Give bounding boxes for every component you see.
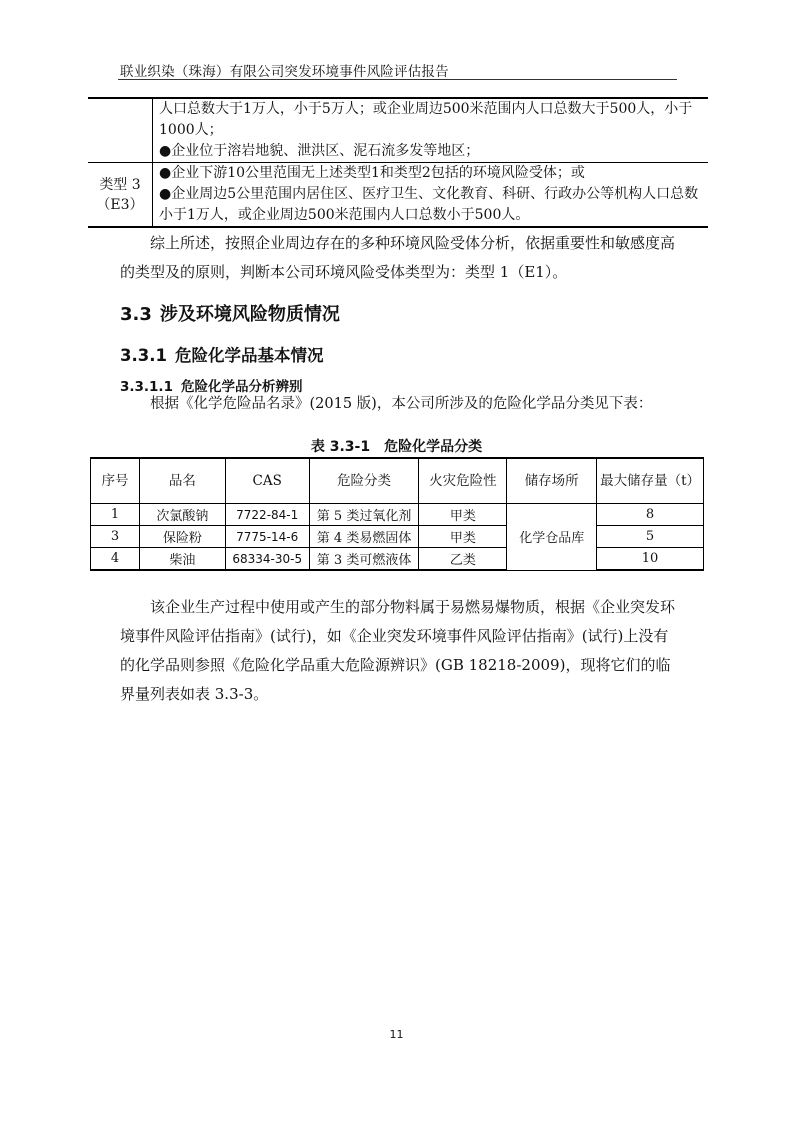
continuation-table — [88, 97, 708, 228]
table-row — [91, 548, 704, 571]
cell-qty: 8 — [597, 504, 704, 526]
cell-fire: 乙类 — [419, 548, 507, 571]
page-header: 联业织染（珠海）有限公司突发环境事件风险评估报告 — [120, 64, 449, 80]
description-cell — [153, 163, 709, 228]
type-cell — [88, 98, 153, 163]
cell-name: 次氯酸钠 — [139, 504, 225, 526]
cell-cas: 7775-14-6 — [225, 526, 309, 548]
cell-no: 1 — [91, 504, 140, 526]
table-row — [88, 98, 708, 163]
description-line: 人口总数大于1万人，小于5万人；或企业周边500米范围内人口总数大于500人，小于1000人； — [159, 101, 693, 138]
cell-no: 3 — [91, 526, 140, 548]
cell-fire: 甲类 — [419, 504, 507, 526]
cell-class: 第 4 类易燃固体 — [309, 526, 419, 548]
cell-storage: 化学仓品库 — [507, 504, 597, 571]
description-line: ●企业下游10公里范围无上述类型1和类型2包括的环境风险受体；或 — [159, 165, 585, 181]
section-title: 涉及环境风险物质情况 — [159, 304, 340, 325]
table-row — [91, 526, 704, 548]
cell-cas: 68334-30-5 — [225, 548, 309, 571]
table-caption — [0, 436, 793, 456]
hazardous-chemicals-table — [90, 457, 704, 571]
table-row — [88, 163, 708, 228]
section-heading-3-3-1 — [120, 342, 323, 366]
cell-qty: 10 — [597, 548, 704, 571]
page-number: 11 — [389, 1028, 404, 1041]
column-header: 火灾危险性 — [419, 458, 507, 504]
table-caption-title: 危险化学品分类 — [384, 439, 483, 455]
table-header-row — [91, 458, 704, 504]
column-header: 序号 — [91, 458, 140, 504]
section-heading-3-3 — [120, 300, 340, 326]
cell-qty: 5 — [597, 526, 704, 548]
column-header: 品名 — [139, 458, 225, 504]
column-header: CAS — [225, 458, 309, 504]
header-rule — [118, 79, 677, 80]
cell-cas: 7722-84-1 — [225, 504, 309, 526]
section-number: 3.3.1 — [120, 346, 167, 365]
table-row — [91, 504, 704, 526]
description-cell — [153, 98, 709, 163]
description-line: ●企业位于溶岩地貌、泄洪区、泥石流多发等地区； — [159, 143, 480, 159]
section-number: 3.3.1.1 — [120, 379, 173, 395]
section-title: 危险化学品基本情况 — [174, 346, 324, 365]
cell-name: 柴油 — [139, 548, 225, 571]
column-header: 储存场所 — [507, 458, 597, 504]
cell-class: 第 3 类可燃液体 — [309, 548, 419, 571]
cell-class: 第 5 类过氧化剂 — [309, 504, 419, 526]
section-heading-3-3-1-1 — [120, 375, 302, 395]
summary-paragraph: 综上所述，按照企业周边存在的多种环境风险受体分析，依据重要性和敏感度高的类型及的原则，判断本公司环境风险受体类型为：类型 1（E1）。 — [120, 234, 676, 281]
closing-paragraph: 该企业生产过程中使用或产生的部分物料属于易燃易爆物质，根据《企业突发环境事件风险评估指南》(试行)，如《企业突发环境事件风险评估指南》(试行)上没有的化学品则参照《危险化学品重大危险源辨识》(GB 18218-2009)，现将它们的临界量列表如表 3.3-3。 — [120, 598, 676, 703]
cell-no: 4 — [91, 548, 140, 571]
table-caption-number: 表 3.3-1 — [310, 439, 371, 455]
intro-paragraph: 根据《化学危险品名录》(2015 版)，本公司所涉及的危险化学品分类见下表： — [150, 396, 653, 412]
column-header: 危险分类 — [309, 458, 419, 504]
section-number: 3.3 — [120, 304, 152, 325]
column-header: 最大储存量（t） — [597, 458, 704, 504]
cell-fire: 甲类 — [419, 526, 507, 548]
description-line: ●企业周边5公里范围内居住区、医疗卫生、文化教育、科研、行政办公等机构人口总数小于1万人，或企业周边500米范围内人口总数小于500人。 — [159, 186, 699, 223]
cell-name: 保险粉 — [139, 526, 225, 548]
type-cell: 类型 3（E3） — [88, 163, 153, 228]
section-title: 危险化学品分析辨别 — [180, 379, 303, 395]
